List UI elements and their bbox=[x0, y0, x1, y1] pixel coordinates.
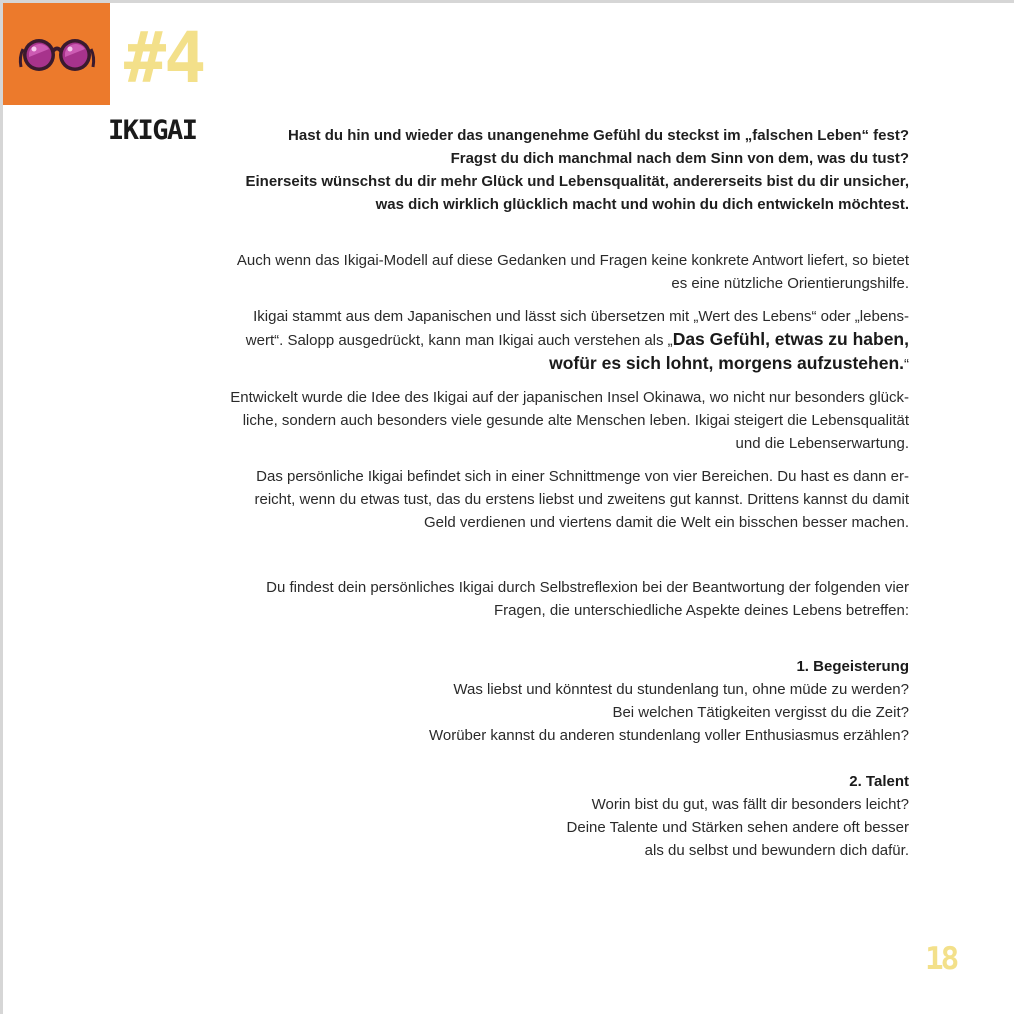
intro-line: Fragst du dich manchmal nach dem Sinn von dem, was du tust? bbox=[450, 150, 909, 167]
question-line: Was liebst und könntest du stundenlang tun, ohne müde zu werden? bbox=[453, 681, 909, 698]
paragraph-line: liche, sondern auch besonders viele gesunde alte Menschen leben. Ikigai steigert die Lebensqualität bbox=[242, 412, 909, 429]
chapter-logo bbox=[3, 3, 110, 105]
question-line: Deine Talente und Stärken sehen andere oft besser bbox=[566, 819, 909, 836]
question-line: Bei welchen Tätigkeiten vergisst du die Zeit? bbox=[612, 704, 909, 721]
intro-line: Hast du hin und wieder das unangenehme Gefühl du steckst im „falschen Leben“ fest? bbox=[288, 127, 909, 144]
question-line: Worüber kannst du anderen stundenlang voller Enthusiasmus erzählen? bbox=[428, 727, 909, 744]
question-heading: 2. Talent bbox=[849, 773, 909, 790]
paragraph-line: es eine nützliche Orientierungshilfe. bbox=[671, 275, 909, 292]
closing-quote: “ bbox=[904, 356, 909, 373]
paragraph-line: Du findest dein persönliches Ikigai durch Selbstreflexion bei der Beantwortung der folgenden vier bbox=[266, 579, 909, 596]
intro-line: was dich wirklich glücklich macht und wohin du dich entwickeln möchtest. bbox=[375, 196, 909, 213]
intro-questions bbox=[179, 124, 909, 216]
paragraph-four-areas bbox=[179, 465, 909, 534]
paragraph-line: Auch wenn das Ikigai-Modell auf diese Gedanken und Fragen keine konkrete Antwort liefert, so bietet bbox=[236, 252, 909, 269]
question-enthusiasm bbox=[179, 655, 909, 747]
paragraph-line: Ikigai stammt aus dem Japanischen und lässt sich übersetzen mit „Wert des Lebens“ oder „lebens- bbox=[253, 308, 909, 325]
paragraph-line: und die Lebenserwartung. bbox=[735, 435, 909, 452]
chapter-number: #4 bbox=[124, 17, 205, 99]
paragraph-meaning bbox=[179, 305, 909, 376]
question-heading: 1. Begeisterung bbox=[796, 658, 909, 675]
paragraph-line: Entwickelt wurde die Idee des Ikigai auf der japanischen Insel Okinawa, wo nicht nur besonders glück- bbox=[230, 389, 909, 406]
emphasis-quote: Das Gefühl, etwas zu haben, bbox=[672, 329, 909, 349]
emphasis-quote: wofür es sich lohnt, morgens aufzustehen. bbox=[549, 353, 904, 373]
question-line: als du selbst und bewundern dich dafür. bbox=[644, 842, 909, 859]
paragraph-okinawa bbox=[179, 386, 909, 455]
sunglasses-icon bbox=[17, 29, 97, 79]
page-edge-top bbox=[0, 0, 1014, 3]
intro-line: Einerseits wünschst du dir mehr Glück und Lebensqualität, andererseits bist du dir unsicher, bbox=[245, 173, 909, 190]
paragraph-text: wert“. Salopp ausgedrückt, kann man Ikigai auch verstehen als „ bbox=[245, 332, 673, 349]
question-line: Worin bist du gut, was fällt dir besonders leicht? bbox=[591, 796, 909, 813]
question-talent bbox=[179, 770, 909, 862]
chapter-title: IKIGAI bbox=[108, 115, 197, 146]
paragraph-line: Geld verdienen und viertens damit die Welt ein bisschen besser machen. bbox=[424, 514, 909, 531]
paragraph-line: Fragen, die unterschiedliche Aspekte deines Lebens betreffen: bbox=[493, 602, 909, 619]
paragraph-self-reflection bbox=[179, 576, 909, 622]
page-number: 18 bbox=[925, 941, 957, 977]
paragraph-line: reicht, wenn du etwas tust, das du erstens liebst und zweitens gut kannst. Drittens kannst du damit bbox=[254, 491, 909, 508]
paragraph-line bbox=[179, 352, 909, 376]
paragraph-line bbox=[179, 328, 909, 352]
paragraph-orientation bbox=[179, 249, 909, 295]
paragraph-line: Das persönliche Ikigai befindet sich in einer Schnittmenge von vier Bereichen. Du hast es dann er- bbox=[256, 468, 909, 485]
page-edge-left bbox=[0, 0, 3, 1014]
article-body bbox=[179, 124, 909, 862]
